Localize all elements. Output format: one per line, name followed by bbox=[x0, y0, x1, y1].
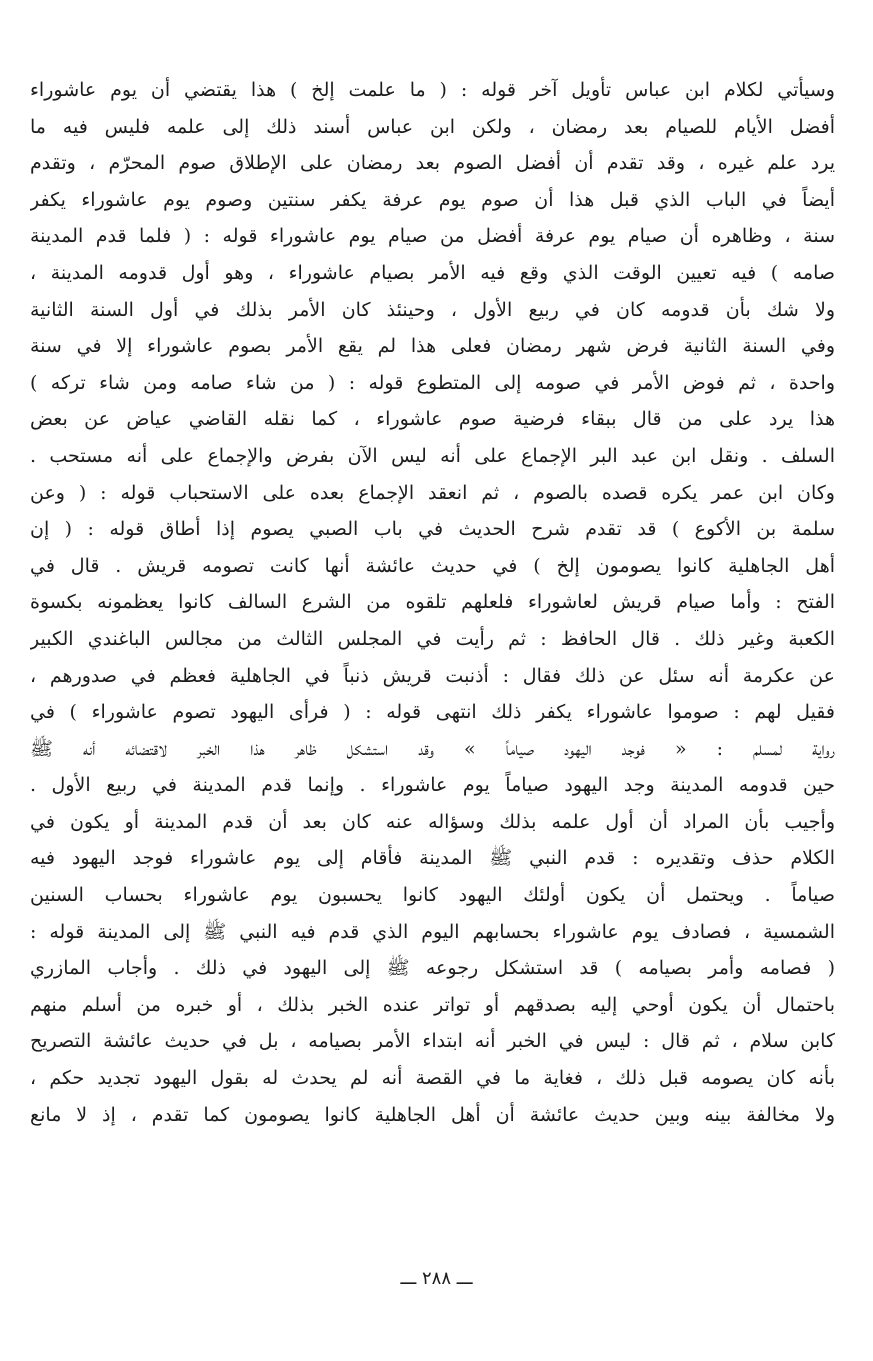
text-line-22: الكلام حذف وتقديره : قدم النبي ﷺ المدينة فأقام إلى يوم عاشوراء فوجد اليهود فيه bbox=[30, 847, 835, 870]
body-text bbox=[30, 72, 835, 1133]
text-line-27: كابن سلام ، ثم قال : ليس في الخبر أنه ابتداء الأمر بصيامه ، بل في حديث عائشة التصريح bbox=[30, 1030, 835, 1053]
text-line-2: أفضل الأيام للصيام بعد رمضان ، ولكن ابن عباس أسند ذلك إلى علمه فليس فيه ما bbox=[30, 115, 835, 138]
text-line-5: سنة ، وظاهره أن صيام يوم عرفة أفضل من صيام يوم عاشوراء قوله : ( فلما قدم المدينة bbox=[30, 225, 835, 248]
text-line-16: الكعبة وغير ذلك . قال الحافظ : ثم رأيت في المجلس الثالث من مجالس الباغندي الكبير bbox=[30, 627, 835, 650]
text-line-14: أهل الجاهلية كانوا يصومون إلخ ) في حديث عائشة أنها كانت تصومه قريش . قال في bbox=[30, 554, 835, 577]
text-line-15: الفتح : وأما صيام قريش لعاشوراء فلعلهم تلقوه من الشرع السالف كانوا يعظمونه بكسوة bbox=[30, 591, 835, 614]
text-line-24: الشمسية ، فصادف يوم عاشوراء بحسابهم اليوم الذي قدم فيه النبي ﷺ إلى المدينة قوله : bbox=[30, 920, 835, 943]
text-line-21: وأجيب بأن المراد أن أول علمه بذلك وسؤاله عنه كان بعد أن قدم المدينة أو يكون في bbox=[30, 810, 835, 833]
text-line-28: بأنه كان يصومه قبل ذلك ، فغاية ما في القصة أنه لم يحدث له بقول اليهود تجديد حكم ، bbox=[30, 1067, 835, 1090]
text-line-23: صياماً . ويحتمل أن يكون أولئك اليهود كانوا يحسبون يوم عاشوراء بحساب السنين bbox=[30, 884, 835, 907]
text-line-1: وسيأتي لكلام ابن عباس تأويل آخر قوله : ( ما علمت إلخ ) هذا يقتضي أن يوم عاشوراء bbox=[30, 79, 835, 101]
text-line-8: وفي السنة الثانية فرض شهر رمضان فعلى هذا لم يقع الأمر بصوم عاشوراء إلا في سنة bbox=[30, 335, 835, 358]
page-number: ـــ ٢٨٨ ـــ bbox=[400, 1268, 473, 1289]
text-line-19: رواية لمسلم : « فوجد اليهود صياماً » وقد استشكل ظاهر هذا الخبر لاقتضائه أنه ﷺ bbox=[30, 737, 835, 760]
text-line-6: صامه ) فيه تعيين الوقت الذي وقع فيه الأمر بصيام عاشوراء ، وهو أول قدومه المدينة ، bbox=[30, 261, 835, 284]
text-line-4: أيضاً في الباب الذي قبل هذا أن صوم يوم عرفة يكفر سنتين وصوم يوم عاشوراء يكفر bbox=[30, 188, 835, 211]
text-line-29: ولا مخالفة بينه وبين حديث عائشة أن أهل الجاهلية كانوا يصومون كما تقدم ، إذ لا مانع bbox=[30, 1103, 835, 1126]
text-line-18: فقيل لهم : صوموا عاشوراء يكفر ذلك انتهى قوله : ( فرأى اليهود تصوم عاشوراء ) في bbox=[30, 701, 835, 724]
text-line-13: سلمة بن الأكوع ) قد تقدم شرح الحديث في باب الصبي يصوم إذا أطاق قوله : ( إن bbox=[30, 518, 835, 541]
text-line-7: ولا شك بأن قدومه كان في ربيع الأول ، وحينئذ كان الأمر بذلك في أول السنة الثانية bbox=[30, 298, 835, 321]
text-line-25: ( فصامه وأمر بصيامه ) قد استشكل رجوعه ﷺ إلى اليهود في ذلك . وأجاب المازري bbox=[30, 957, 835, 980]
text-line-3: يرد علم غيره ، وقد تقدم أن أفضل الصوم بعد رمضان على الإطلاق صوم المحرّم ، وتقدم bbox=[30, 152, 835, 175]
text-line-12: وكان ابن عمر يكره قصده بالصوم ، ثم انعقد الإجماع بعده على الاستحباب قوله : ( وعن bbox=[30, 481, 835, 504]
text-line-10: هذا يرد على من قال ببقاء فرضية صوم عاشوراء ، كما نقله القاضي عياض عن بعض bbox=[30, 408, 835, 431]
text-line-26: باحتمال أن يكون أوحي إليه بصدقهم أو تواتر عنده الخبر بذلك ، أو خبره من أسلم منهم bbox=[30, 993, 835, 1016]
text-line-11: السلف . ونقل ابن عبد البر الإجماع على أنه ليس الآن بفرض والإجماع على أنه مستحب . bbox=[30, 444, 835, 467]
text-line-17: عن عكرمة أنه سئل عن ذلك فقال : أذنبت قريش ذنباً في الجاهلية فعظم في صدورهم ، bbox=[30, 664, 835, 687]
text-line-20: حين قدومه المدينة وجد اليهود صياماً يوم عاشوراء . وإنما قدم المدينة في ربيع الأول . bbox=[30, 774, 835, 797]
text-line-9: واحدة ، ثم فوض الأمر في صومه إلى المتطوع قوله : ( من شاء صامه ومن شاء تركه ) bbox=[30, 371, 835, 394]
